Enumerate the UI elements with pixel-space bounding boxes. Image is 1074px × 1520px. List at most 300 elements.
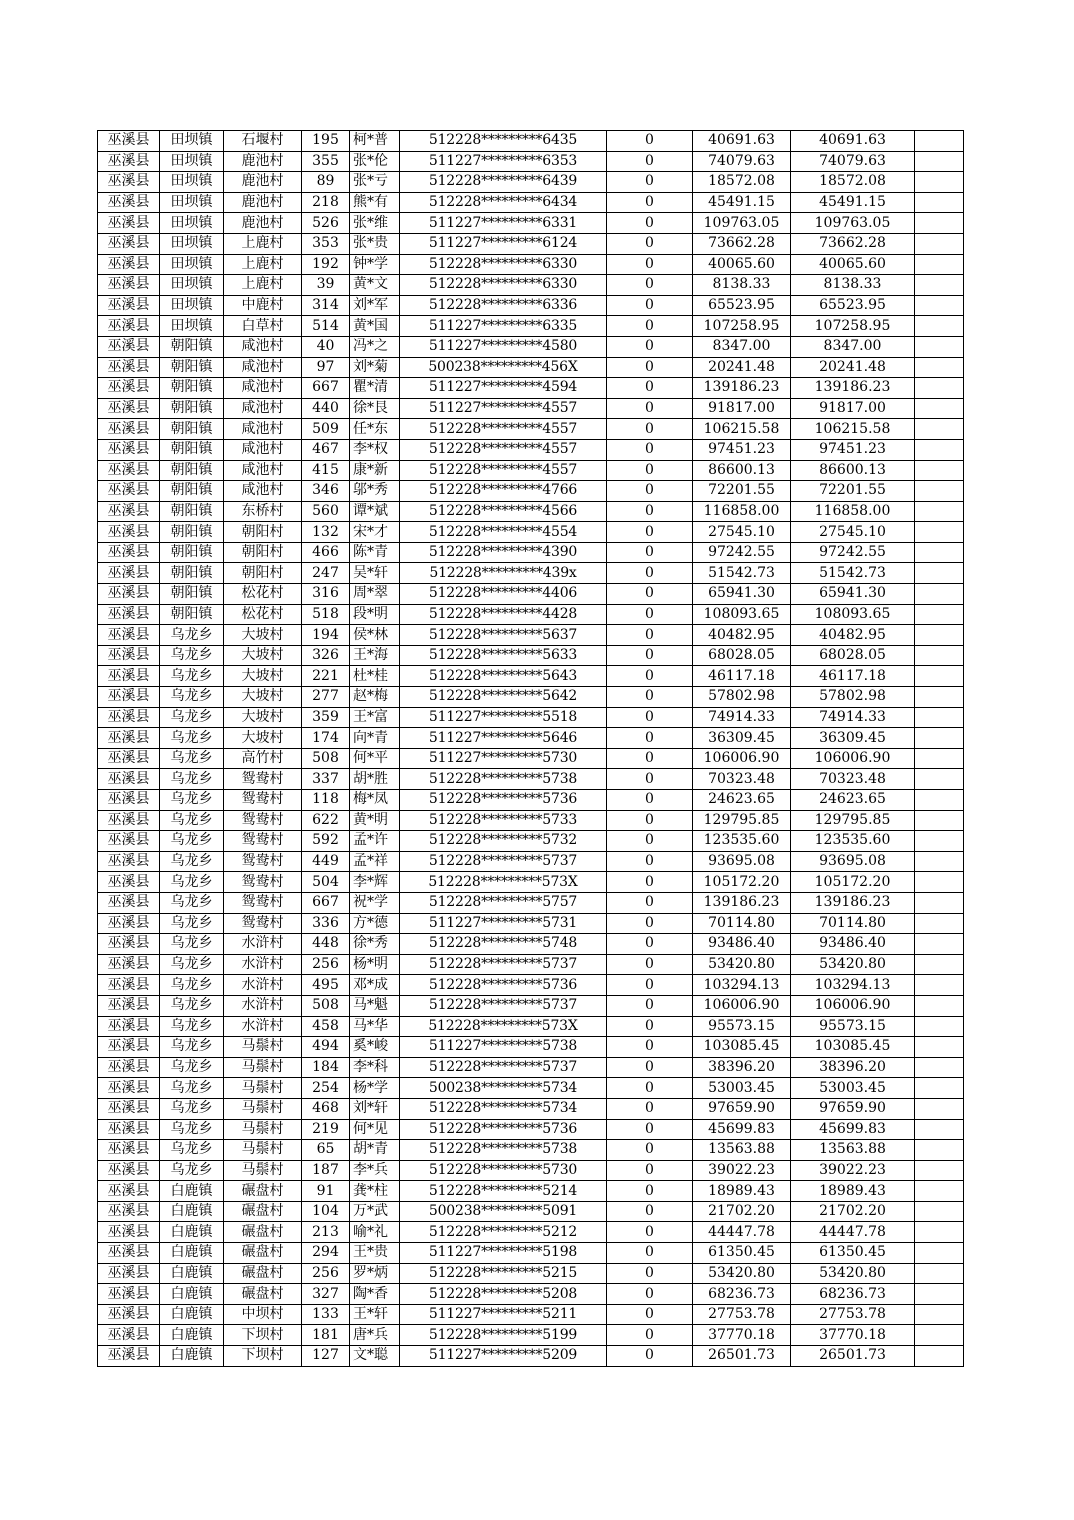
name-cell: 刘*菊 bbox=[350, 357, 400, 378]
table-row bbox=[98, 934, 964, 955]
total-cell: 20241.48 bbox=[791, 357, 915, 378]
remark-cell bbox=[915, 542, 964, 563]
amount-cell: 74079.63 bbox=[693, 151, 791, 172]
table-row bbox=[98, 1284, 964, 1305]
name-cell: 何*平 bbox=[350, 748, 400, 769]
zero-cell: 0 bbox=[607, 934, 693, 955]
town-cell: 朝阳镇 bbox=[160, 460, 224, 481]
zero-cell: 0 bbox=[607, 1057, 693, 1078]
zero-cell: 0 bbox=[607, 316, 693, 337]
remark-cell bbox=[915, 254, 964, 275]
county-cell: 巫溪县 bbox=[98, 1078, 160, 1099]
amount-cell: 97659.90 bbox=[693, 1098, 791, 1119]
village-cell: 马鬃村 bbox=[224, 1140, 302, 1161]
village-cell: 鸳鸯村 bbox=[224, 913, 302, 934]
table-row bbox=[98, 316, 964, 337]
remark-cell bbox=[915, 1160, 964, 1181]
town-cell: 白鹿镇 bbox=[160, 1304, 224, 1325]
county-cell: 巫溪县 bbox=[98, 192, 160, 213]
remark-cell bbox=[915, 275, 964, 296]
town-cell: 乌龙乡 bbox=[160, 831, 224, 852]
table-row bbox=[98, 687, 964, 708]
name-cell: 喻*礼 bbox=[350, 1222, 400, 1243]
remark-cell bbox=[915, 1181, 964, 1202]
zero-cell: 0 bbox=[607, 131, 693, 152]
id-number-cell: 512228*********5214 bbox=[400, 1181, 607, 1202]
id-number-cell: 512228*********5212 bbox=[400, 1222, 607, 1243]
remark-cell bbox=[915, 892, 964, 913]
town-cell: 乌龙乡 bbox=[160, 1037, 224, 1058]
name-cell: 熊*有 bbox=[350, 192, 400, 213]
area-cell: 346 bbox=[302, 481, 350, 502]
total-cell: 65941.30 bbox=[791, 584, 915, 605]
name-cell: 马*华 bbox=[350, 1016, 400, 1037]
table-row bbox=[98, 563, 964, 584]
remark-cell bbox=[915, 357, 964, 378]
name-cell: 向*青 bbox=[350, 728, 400, 749]
table-row bbox=[98, 1325, 964, 1346]
total-cell: 61350.45 bbox=[791, 1243, 915, 1264]
amount-cell: 103294.13 bbox=[693, 975, 791, 996]
remark-cell bbox=[915, 851, 964, 872]
name-cell: 梅*凤 bbox=[350, 790, 400, 811]
id-number-cell: 511227*********6335 bbox=[400, 316, 607, 337]
total-cell: 37770.18 bbox=[791, 1325, 915, 1346]
name-cell: 胡*胜 bbox=[350, 769, 400, 790]
zero-cell: 0 bbox=[607, 563, 693, 584]
village-cell: 大坡村 bbox=[224, 687, 302, 708]
town-cell: 白鹿镇 bbox=[160, 1325, 224, 1346]
table-row bbox=[98, 851, 964, 872]
name-cell: 李*权 bbox=[350, 439, 400, 460]
area-cell: 181 bbox=[302, 1325, 350, 1346]
table-row bbox=[98, 1201, 964, 1222]
table-row bbox=[98, 357, 964, 378]
county-cell: 巫溪县 bbox=[98, 1098, 160, 1119]
village-cell: 下坝村 bbox=[224, 1346, 302, 1367]
area-cell: 508 bbox=[302, 995, 350, 1016]
name-cell: 柯*普 bbox=[350, 131, 400, 152]
remark-cell bbox=[915, 1140, 964, 1161]
amount-cell: 37770.18 bbox=[693, 1325, 791, 1346]
amount-cell: 18989.43 bbox=[693, 1181, 791, 1202]
amount-cell: 38396.20 bbox=[693, 1057, 791, 1078]
remark-cell bbox=[915, 1325, 964, 1346]
total-cell: 74079.63 bbox=[791, 151, 915, 172]
total-cell: 106006.90 bbox=[791, 995, 915, 1016]
table-row bbox=[98, 625, 964, 646]
table-row bbox=[98, 233, 964, 254]
id-number-cell: 512228*********5199 bbox=[400, 1325, 607, 1346]
name-cell: 张*维 bbox=[350, 213, 400, 234]
county-cell: 巫溪县 bbox=[98, 1263, 160, 1284]
county-cell: 巫溪县 bbox=[98, 1160, 160, 1181]
table-row bbox=[98, 892, 964, 913]
id-number-cell: 511227*********5730 bbox=[400, 748, 607, 769]
village-cell: 鸳鸯村 bbox=[224, 851, 302, 872]
table-row bbox=[98, 728, 964, 749]
id-number-cell: 512228*********6330 bbox=[400, 254, 607, 275]
remark-cell bbox=[915, 604, 964, 625]
zero-cell: 0 bbox=[607, 542, 693, 563]
zero-cell: 0 bbox=[607, 707, 693, 728]
total-cell: 26501.73 bbox=[791, 1346, 915, 1367]
total-cell: 46117.18 bbox=[791, 666, 915, 687]
town-cell: 乌龙乡 bbox=[160, 913, 224, 934]
total-cell: 68028.05 bbox=[791, 645, 915, 666]
id-number-cell: 512228*********5738 bbox=[400, 769, 607, 790]
area-cell: 353 bbox=[302, 233, 350, 254]
remark-cell bbox=[915, 810, 964, 831]
zero-cell: 0 bbox=[607, 584, 693, 605]
town-cell: 白鹿镇 bbox=[160, 1243, 224, 1264]
area-cell: 359 bbox=[302, 707, 350, 728]
area-cell: 468 bbox=[302, 1098, 350, 1119]
zero-cell: 0 bbox=[607, 1263, 693, 1284]
remark-cell bbox=[915, 1222, 964, 1243]
town-cell: 乌龙乡 bbox=[160, 1057, 224, 1078]
remark-cell bbox=[915, 1201, 964, 1222]
name-cell: 祝*学 bbox=[350, 892, 400, 913]
area-cell: 256 bbox=[302, 1263, 350, 1284]
amount-cell: 123535.60 bbox=[693, 831, 791, 852]
name-cell: 何*见 bbox=[350, 1119, 400, 1140]
zero-cell: 0 bbox=[607, 913, 693, 934]
id-number-cell: 512228*********5734 bbox=[400, 1098, 607, 1119]
name-cell: 奚*峻 bbox=[350, 1037, 400, 1058]
village-cell: 马鬃村 bbox=[224, 1098, 302, 1119]
id-number-cell: 512228*********5737 bbox=[400, 954, 607, 975]
village-cell: 高竹村 bbox=[224, 748, 302, 769]
id-number-cell: 512228*********6439 bbox=[400, 172, 607, 193]
zero-cell: 0 bbox=[607, 687, 693, 708]
town-cell: 白鹿镇 bbox=[160, 1346, 224, 1367]
area-cell: 440 bbox=[302, 398, 350, 419]
amount-cell: 13563.88 bbox=[693, 1140, 791, 1161]
table-body bbox=[98, 131, 964, 1367]
village-cell: 碾盘村 bbox=[224, 1181, 302, 1202]
county-cell: 巫溪县 bbox=[98, 790, 160, 811]
table-row bbox=[98, 810, 964, 831]
zero-cell: 0 bbox=[607, 1160, 693, 1181]
area-cell: 256 bbox=[302, 954, 350, 975]
name-cell: 李*辉 bbox=[350, 872, 400, 893]
town-cell: 朝阳镇 bbox=[160, 501, 224, 522]
amount-cell: 8138.33 bbox=[693, 275, 791, 296]
remark-cell bbox=[915, 934, 964, 955]
town-cell: 乌龙乡 bbox=[160, 625, 224, 646]
area-cell: 127 bbox=[302, 1346, 350, 1367]
name-cell: 王*轩 bbox=[350, 1304, 400, 1325]
area-cell: 495 bbox=[302, 975, 350, 996]
town-cell: 白鹿镇 bbox=[160, 1201, 224, 1222]
name-cell: 杨*学 bbox=[350, 1078, 400, 1099]
remark-cell bbox=[915, 625, 964, 646]
county-cell: 巫溪县 bbox=[98, 563, 160, 584]
village-cell: 朝阳村 bbox=[224, 563, 302, 584]
village-cell: 马鬃村 bbox=[224, 1119, 302, 1140]
town-cell: 朝阳镇 bbox=[160, 357, 224, 378]
total-cell: 73662.28 bbox=[791, 233, 915, 254]
table-row bbox=[98, 790, 964, 811]
county-cell: 巫溪县 bbox=[98, 851, 160, 872]
zero-cell: 0 bbox=[607, 275, 693, 296]
remark-cell bbox=[915, 233, 964, 254]
amount-cell: 109763.05 bbox=[693, 213, 791, 234]
county-cell: 巫溪县 bbox=[98, 336, 160, 357]
village-cell: 石堰村 bbox=[224, 131, 302, 152]
table-row bbox=[98, 336, 964, 357]
town-cell: 朝阳镇 bbox=[160, 481, 224, 502]
town-cell: 乌龙乡 bbox=[160, 728, 224, 749]
village-cell: 朝阳村 bbox=[224, 542, 302, 563]
village-cell: 水浒村 bbox=[224, 995, 302, 1016]
zero-cell: 0 bbox=[607, 1325, 693, 1346]
total-cell: 95573.15 bbox=[791, 1016, 915, 1037]
amount-cell: 139186.23 bbox=[693, 892, 791, 913]
county-cell: 巫溪县 bbox=[98, 1201, 160, 1222]
amount-cell: 53420.80 bbox=[693, 1263, 791, 1284]
amount-cell: 139186.23 bbox=[693, 378, 791, 399]
amount-cell: 97242.55 bbox=[693, 542, 791, 563]
county-cell: 巫溪县 bbox=[98, 172, 160, 193]
total-cell: 129795.85 bbox=[791, 810, 915, 831]
area-cell: 91 bbox=[302, 1181, 350, 1202]
total-cell: 21702.20 bbox=[791, 1201, 915, 1222]
area-cell: 337 bbox=[302, 769, 350, 790]
amount-cell: 73662.28 bbox=[693, 233, 791, 254]
table-row bbox=[98, 604, 964, 625]
id-number-cell: 512228*********6434 bbox=[400, 192, 607, 213]
amount-cell: 68236.73 bbox=[693, 1284, 791, 1305]
table-row bbox=[98, 398, 964, 419]
remark-cell bbox=[915, 1119, 964, 1140]
area-cell: 187 bbox=[302, 1160, 350, 1181]
village-cell: 松花村 bbox=[224, 604, 302, 625]
zero-cell: 0 bbox=[607, 995, 693, 1016]
zero-cell: 0 bbox=[607, 728, 693, 749]
amount-cell: 106006.90 bbox=[693, 995, 791, 1016]
table-row bbox=[98, 707, 964, 728]
name-cell: 康*新 bbox=[350, 460, 400, 481]
amount-cell: 93695.08 bbox=[693, 851, 791, 872]
amount-cell: 57802.98 bbox=[693, 687, 791, 708]
table-row bbox=[98, 172, 964, 193]
id-number-cell: 511227*********4580 bbox=[400, 336, 607, 357]
name-cell: 王*海 bbox=[350, 645, 400, 666]
total-cell: 45699.83 bbox=[791, 1119, 915, 1140]
town-cell: 朝阳镇 bbox=[160, 378, 224, 399]
town-cell: 田坝镇 bbox=[160, 275, 224, 296]
town-cell: 乌龙乡 bbox=[160, 892, 224, 913]
county-cell: 巫溪县 bbox=[98, 213, 160, 234]
id-number-cell: 512228*********5730 bbox=[400, 1160, 607, 1181]
total-cell: 18989.43 bbox=[791, 1181, 915, 1202]
town-cell: 乌龙乡 bbox=[160, 1078, 224, 1099]
table-row bbox=[98, 501, 964, 522]
name-cell: 邓*成 bbox=[350, 975, 400, 996]
county-cell: 巫溪县 bbox=[98, 1284, 160, 1305]
table-row bbox=[98, 1078, 964, 1099]
remark-cell bbox=[915, 172, 964, 193]
county-cell: 巫溪县 bbox=[98, 1140, 160, 1161]
name-cell: 张*伦 bbox=[350, 151, 400, 172]
table-row bbox=[98, 995, 964, 1016]
town-cell: 田坝镇 bbox=[160, 233, 224, 254]
village-cell: 白草村 bbox=[224, 316, 302, 337]
id-number-cell: 512228*********5737 bbox=[400, 995, 607, 1016]
amount-cell: 26501.73 bbox=[693, 1346, 791, 1367]
remark-cell bbox=[915, 728, 964, 749]
town-cell: 乌龙乡 bbox=[160, 769, 224, 790]
table-row bbox=[98, 1057, 964, 1078]
village-cell: 咸池村 bbox=[224, 481, 302, 502]
total-cell: 106006.90 bbox=[791, 748, 915, 769]
data-table bbox=[97, 130, 964, 1367]
table-row bbox=[98, 1304, 964, 1325]
area-cell: 89 bbox=[302, 172, 350, 193]
amount-cell: 91817.00 bbox=[693, 398, 791, 419]
county-cell: 巫溪县 bbox=[98, 892, 160, 913]
town-cell: 白鹿镇 bbox=[160, 1263, 224, 1284]
county-cell: 巫溪县 bbox=[98, 1222, 160, 1243]
total-cell: 57802.98 bbox=[791, 687, 915, 708]
zero-cell: 0 bbox=[607, 501, 693, 522]
town-cell: 乌龙乡 bbox=[160, 872, 224, 893]
area-cell: 219 bbox=[302, 1119, 350, 1140]
county-cell: 巫溪县 bbox=[98, 419, 160, 440]
area-cell: 504 bbox=[302, 872, 350, 893]
id-number-cell: 512228*********4766 bbox=[400, 481, 607, 502]
name-cell: 孟*许 bbox=[350, 831, 400, 852]
remark-cell bbox=[915, 295, 964, 316]
id-number-cell: 511227*********5731 bbox=[400, 913, 607, 934]
name-cell: 方*德 bbox=[350, 913, 400, 934]
amount-cell: 44447.78 bbox=[693, 1222, 791, 1243]
town-cell: 田坝镇 bbox=[160, 254, 224, 275]
county-cell: 巫溪县 bbox=[98, 1304, 160, 1325]
table-row bbox=[98, 645, 964, 666]
zero-cell: 0 bbox=[607, 769, 693, 790]
county-cell: 巫溪县 bbox=[98, 254, 160, 275]
name-cell: 侯*林 bbox=[350, 625, 400, 646]
remark-cell bbox=[915, 1098, 964, 1119]
village-cell: 鹿池村 bbox=[224, 192, 302, 213]
zero-cell: 0 bbox=[607, 790, 693, 811]
total-cell: 27545.10 bbox=[791, 522, 915, 543]
area-cell: 40 bbox=[302, 336, 350, 357]
zero-cell: 0 bbox=[607, 831, 693, 852]
remark-cell bbox=[915, 192, 964, 213]
amount-cell: 27545.10 bbox=[693, 522, 791, 543]
county-cell: 巫溪县 bbox=[98, 584, 160, 605]
amount-cell: 74914.33 bbox=[693, 707, 791, 728]
id-number-cell: 512228*********4406 bbox=[400, 584, 607, 605]
table-row bbox=[98, 1037, 964, 1058]
id-number-cell: 511227*********5518 bbox=[400, 707, 607, 728]
town-cell: 白鹿镇 bbox=[160, 1222, 224, 1243]
amount-cell: 40482.95 bbox=[693, 625, 791, 646]
id-number-cell: 512228*********5757 bbox=[400, 892, 607, 913]
table-row bbox=[98, 295, 964, 316]
total-cell: 40065.60 bbox=[791, 254, 915, 275]
id-number-cell: 512228*********4428 bbox=[400, 604, 607, 625]
total-cell: 93486.40 bbox=[791, 934, 915, 955]
remark-cell bbox=[915, 336, 964, 357]
id-number-cell: 512228*********4557 bbox=[400, 419, 607, 440]
id-number-cell: 511227*********6124 bbox=[400, 233, 607, 254]
amount-cell: 65523.95 bbox=[693, 295, 791, 316]
remark-cell bbox=[915, 1304, 964, 1325]
village-cell: 咸池村 bbox=[224, 398, 302, 419]
name-cell: 唐*兵 bbox=[350, 1325, 400, 1346]
area-cell: 327 bbox=[302, 1284, 350, 1305]
amount-cell: 70323.48 bbox=[693, 769, 791, 790]
zero-cell: 0 bbox=[607, 460, 693, 481]
zero-cell: 0 bbox=[607, 1222, 693, 1243]
remark-cell bbox=[915, 1037, 964, 1058]
total-cell: 93695.08 bbox=[791, 851, 915, 872]
amount-cell: 27753.78 bbox=[693, 1304, 791, 1325]
amount-cell: 61350.45 bbox=[693, 1243, 791, 1264]
name-cell: 王*贵 bbox=[350, 1243, 400, 1264]
county-cell: 巫溪县 bbox=[98, 398, 160, 419]
table-row bbox=[98, 1222, 964, 1243]
village-cell: 马鬃村 bbox=[224, 1057, 302, 1078]
total-cell: 74914.33 bbox=[791, 707, 915, 728]
id-number-cell: 512228*********5737 bbox=[400, 1057, 607, 1078]
village-cell: 碾盘村 bbox=[224, 1222, 302, 1243]
county-cell: 巫溪县 bbox=[98, 151, 160, 172]
amount-cell: 45699.83 bbox=[693, 1119, 791, 1140]
town-cell: 乌龙乡 bbox=[160, 687, 224, 708]
table-row bbox=[98, 1263, 964, 1284]
area-cell: 622 bbox=[302, 810, 350, 831]
remark-cell bbox=[915, 954, 964, 975]
village-cell: 鹿池村 bbox=[224, 172, 302, 193]
remark-cell bbox=[915, 1346, 964, 1367]
total-cell: 45491.15 bbox=[791, 192, 915, 213]
county-cell: 巫溪县 bbox=[98, 481, 160, 502]
zero-cell: 0 bbox=[607, 439, 693, 460]
remark-cell bbox=[915, 460, 964, 481]
table-row bbox=[98, 769, 964, 790]
total-cell: 108093.65 bbox=[791, 604, 915, 625]
amount-cell: 53420.80 bbox=[693, 954, 791, 975]
town-cell: 乌龙乡 bbox=[160, 748, 224, 769]
county-cell: 巫溪县 bbox=[98, 604, 160, 625]
area-cell: 247 bbox=[302, 563, 350, 584]
zero-cell: 0 bbox=[607, 1304, 693, 1325]
amount-cell: 24623.65 bbox=[693, 790, 791, 811]
town-cell: 田坝镇 bbox=[160, 151, 224, 172]
amount-cell: 46117.18 bbox=[693, 666, 791, 687]
zero-cell: 0 bbox=[607, 1119, 693, 1140]
total-cell: 86600.13 bbox=[791, 460, 915, 481]
id-number-cell: 512228*********4557 bbox=[400, 460, 607, 481]
area-cell: 39 bbox=[302, 275, 350, 296]
village-cell: 大坡村 bbox=[224, 645, 302, 666]
zero-cell: 0 bbox=[607, 1284, 693, 1305]
zero-cell: 0 bbox=[607, 748, 693, 769]
id-number-cell: 512228*********5643 bbox=[400, 666, 607, 687]
zero-cell: 0 bbox=[607, 398, 693, 419]
total-cell: 38396.20 bbox=[791, 1057, 915, 1078]
county-cell: 巫溪县 bbox=[98, 501, 160, 522]
amount-cell: 105172.20 bbox=[693, 872, 791, 893]
town-cell: 朝阳镇 bbox=[160, 439, 224, 460]
name-cell: 邬*秀 bbox=[350, 481, 400, 502]
